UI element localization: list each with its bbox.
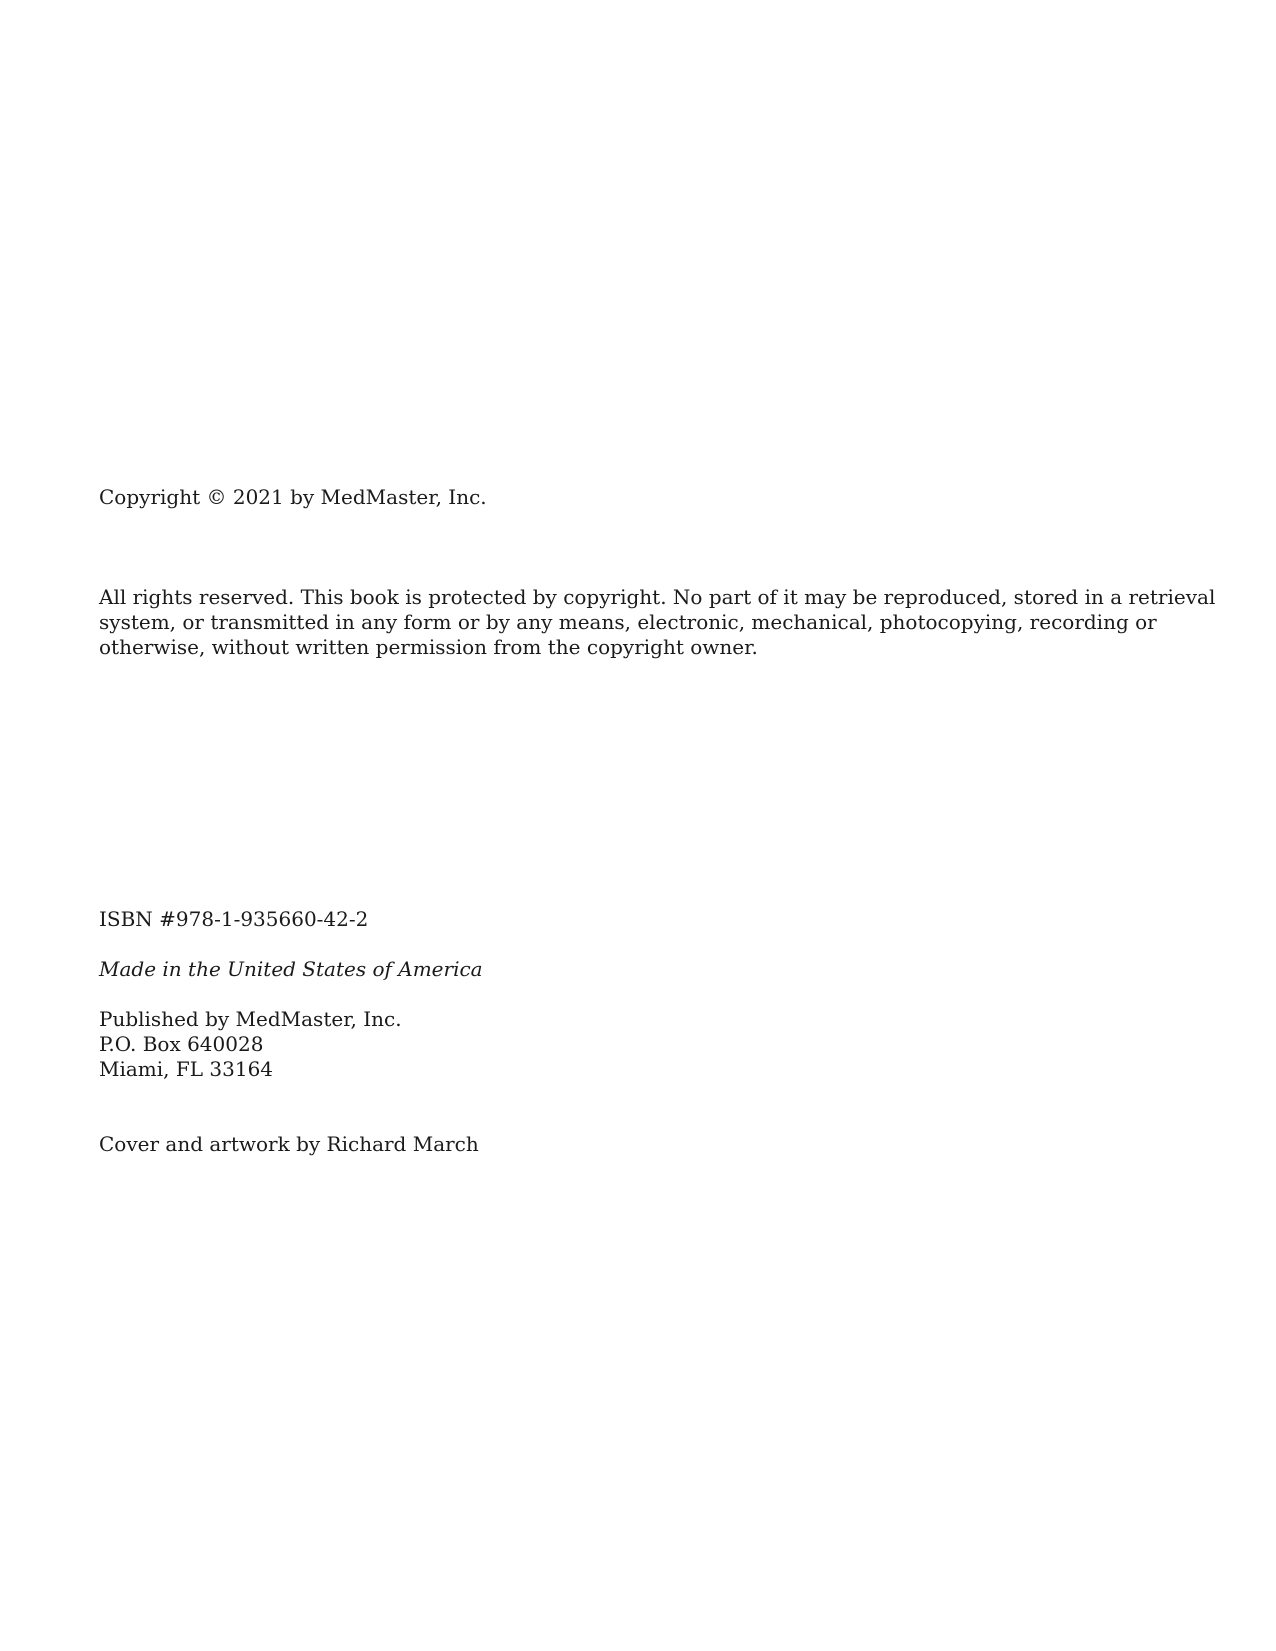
- rights-line: otherwise, without written permission from the copyright owner.: [99, 635, 758, 659]
- rights-paragraph: [99, 585, 1215, 660]
- copyright-line: Copyright © 2021 by MedMaster, Inc.: [99, 485, 487, 509]
- isbn-line: ISBN #978-1-935660-42-2: [99, 907, 369, 931]
- cover-credit-line: Cover and artwork by Richard March: [99, 1132, 479, 1156]
- publisher-address: [99, 1007, 402, 1082]
- publisher-line: Miami, FL 33164: [99, 1057, 274, 1081]
- rights-line: system, or transmitted in any form or by any means, electronic, mechanical, photocopying, recording or: [99, 610, 1157, 634]
- made-in-line: Made in the United States of America: [99, 957, 483, 981]
- publisher-line: P.O. Box 640028: [99, 1032, 264, 1056]
- publisher-line: Published by MedMaster, Inc.: [99, 1007, 402, 1031]
- rights-line: All rights reserved. This book is protected by copyright. No part of it may be reproduced, stored in a retrieval: [99, 585, 1216, 609]
